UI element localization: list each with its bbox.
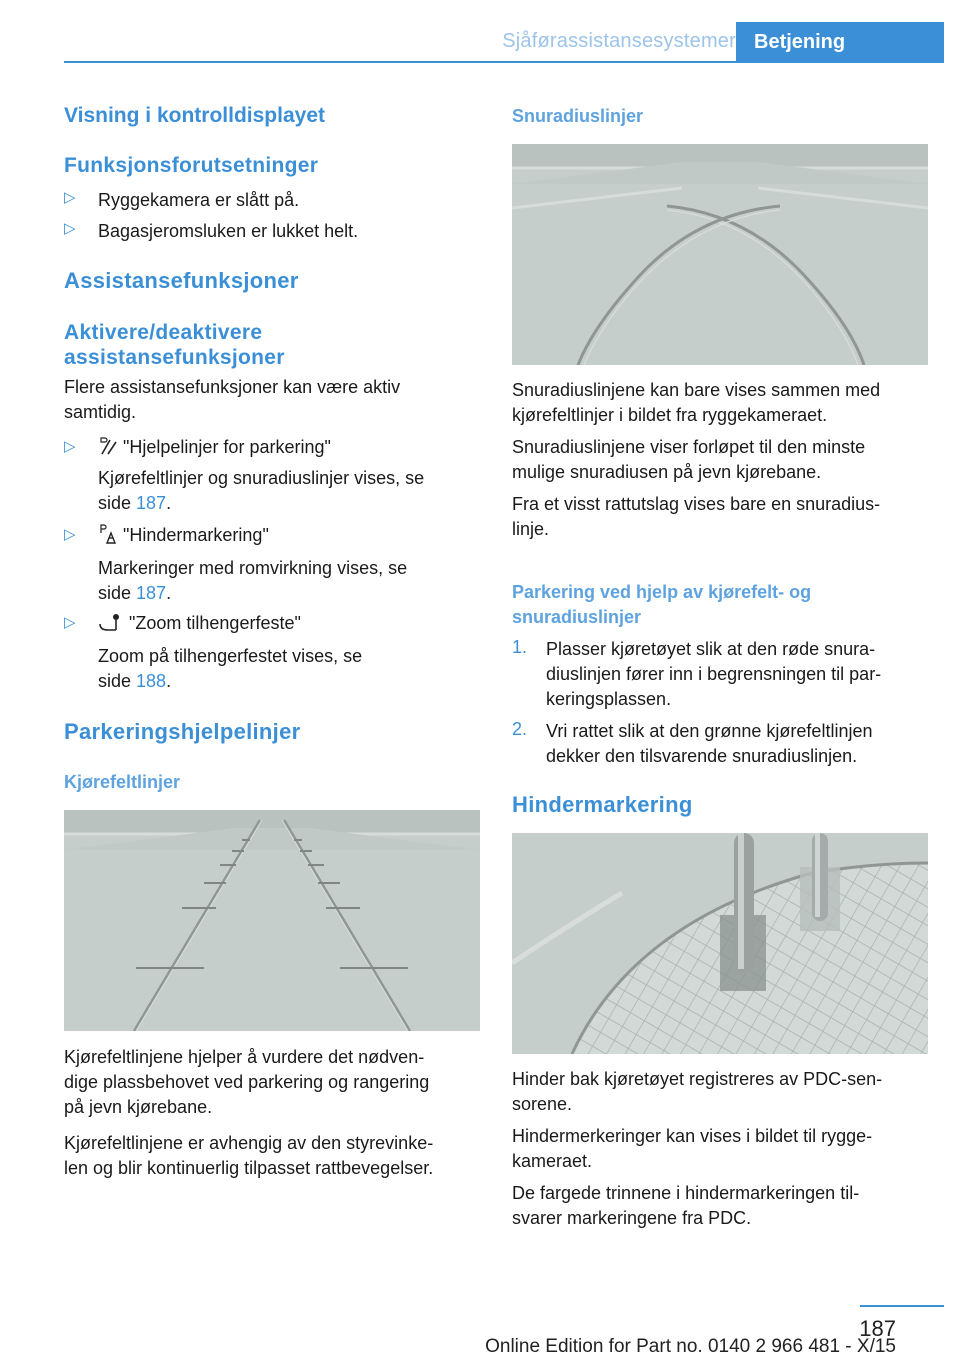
lane-lines-figure (64, 810, 480, 1031)
running-section-title: Sjåførassistansesystemer (502, 30, 736, 52)
function-desc: Markeringer med romvirkning vises, se (98, 558, 408, 578)
triangle-bullet-icon: ▷ (64, 438, 76, 455)
text-line: Hinder bak kjøretøyet registreres av PDC-sen- (512, 1069, 883, 1089)
heading-visning: Visning i kontrolldisplayet (64, 104, 325, 127)
parking-lines-icon (98, 437, 118, 455)
triangle-bullet-icon: ▷ (64, 189, 76, 206)
text-line: diuslinjen fører inn i begrensningen til par- (546, 664, 882, 684)
heading-line: Aktivere/deaktivere (64, 321, 263, 344)
text-line: samtidig. (64, 402, 137, 422)
page-number: 187 (859, 1316, 896, 1341)
turning-radius-figure (512, 144, 928, 365)
heading-aktivere (64, 320, 285, 370)
list-item-text: Bagasjeromsluken er lukket helt. (98, 221, 359, 241)
function-title (98, 523, 269, 548)
function-title (98, 435, 331, 460)
text-line: Flere assistansefunksjoner kan være aktiv (64, 377, 401, 397)
function-ref: side 188. (98, 671, 172, 691)
heading-parkeringshjelpelinjer: Parkeringshjelpelinjer (64, 719, 301, 744)
turning-radius-illustration (512, 144, 928, 365)
page-link[interactable]: 188 (136, 671, 167, 691)
page-link[interactable]: 187 (136, 493, 167, 513)
heading-assistansefunksjoner: Assistansefunksjoner (64, 268, 299, 293)
text-line: De fargede trinnene i hindermarkeringen til- (512, 1183, 860, 1203)
function-desc: Zoom på tilhengerfestet vises, se (98, 646, 363, 666)
step-text (546, 719, 872, 769)
footer-rule (860, 1305, 944, 1307)
text-line: dige plassbehovet ved parkering og rangering (64, 1072, 430, 1092)
turning-paragraph-1 (512, 378, 880, 428)
turning-paragraph-3 (512, 492, 880, 542)
obstacle-paragraph-2 (512, 1124, 872, 1174)
obstacle-marking-icon (98, 524, 118, 544)
function-name: "Hjelpelinjer for parkering" (118, 437, 331, 457)
text-line: Snuradiuslinjene kan bare vises sammen med (512, 380, 881, 400)
step-text (546, 637, 881, 712)
page-link[interactable]: 187 (136, 583, 167, 603)
text-line: dekker den tilsvarende snuradiuslinjen. (546, 746, 858, 766)
lane-lines-paragraph-1 (64, 1045, 429, 1120)
function-ref: side 187. (98, 493, 172, 513)
chapter-tab: Betjening (736, 22, 944, 63)
text-line: Hindermerkeringer kan vises i bildet til rygge- (512, 1126, 873, 1146)
ref-prefix: side (98, 583, 137, 603)
text-line: sorene. (512, 1094, 573, 1114)
trailer-hitch-icon (98, 612, 124, 632)
function-name: "Zoom tilhengerfeste" (124, 613, 301, 633)
step-number: 1. (512, 637, 528, 657)
text-line: keringsplassen. (546, 689, 672, 709)
obstacle-illustration (512, 833, 928, 1054)
text-line: linje. (512, 519, 550, 539)
heading-line: snuradiuslinjer (512, 607, 642, 627)
turning-paragraph-2 (512, 435, 865, 485)
ref-prefix: side (98, 671, 137, 691)
edition-note: Online Edition for Part no. 0140 2 966 481 - X/15 (485, 1336, 896, 1357)
header-rule (64, 61, 944, 63)
text-line: på jevn kjørebane. (64, 1097, 213, 1117)
text-line: Kjørefeltlinjene er avhengig av den styrevinke- (64, 1133, 434, 1153)
text-line: Plasser kjøretøyet slik at den røde snura- (546, 639, 876, 659)
text-line: Vri rattet slik at den grønne kjørefeltlinjen (546, 721, 873, 741)
function-title (98, 611, 301, 636)
heading-line: Parkering ved hjelp av kjørefelt- og (512, 582, 812, 602)
step-number: 2. (512, 719, 528, 739)
list-item-text: Ryggekamera er slått på. (98, 190, 300, 210)
text-line: mulige snuradiusen på jevn kjørebane. (512, 462, 822, 482)
heading-hindermarkering: Hindermarkering (512, 792, 693, 817)
triangle-bullet-icon: ▷ (64, 220, 76, 237)
heading-parkering-ved-hjelp (512, 580, 811, 630)
text-line: kjørefeltlinjer i bildet fra ryggekameraet. (512, 405, 828, 425)
text-line: Snuradiuslinjene viser forløpet til den minste (512, 437, 866, 457)
obstacle-paragraph-1 (512, 1067, 882, 1117)
text-line: len og blir kontinuerlig tilpasset rattbevegelser. (64, 1158, 434, 1178)
ref-prefix: side (98, 493, 137, 513)
heading-snuradiuslinjer: Snuradiuslinjer (512, 106, 644, 126)
obstacle-paragraph-3 (512, 1181, 859, 1231)
text-line: kameraet. (512, 1151, 593, 1171)
text-line: Fra et visst rattutslag vises bare en snuradius- (512, 494, 881, 514)
lane-lines-paragraph-2 (64, 1131, 433, 1181)
heading-line: assistansefunksjoner (64, 346, 285, 369)
function-name: "Hindermarkering" (118, 525, 269, 545)
triangle-bullet-icon: ▷ (64, 614, 76, 631)
text-line: Kjørefeltlinjene hjelper å vurdere det nødven- (64, 1047, 425, 1067)
lane-lines-illustration (64, 810, 480, 1031)
obstacle-figure (512, 833, 928, 1054)
function-desc: Kjørefeltlinjer og snuradiuslinjer vises, se (98, 468, 425, 488)
text-line: svarer markeringene fra PDC. (512, 1208, 752, 1228)
triangle-bullet-icon: ▷ (64, 526, 76, 543)
heading-kjorefeltlinjer: Kjørefeltlinjer (64, 772, 181, 792)
intro-paragraph (64, 375, 484, 425)
heading-funksjonsforutsetninger: Funksjonsforutsetninger (64, 154, 319, 177)
function-ref: side 187. (98, 583, 172, 603)
